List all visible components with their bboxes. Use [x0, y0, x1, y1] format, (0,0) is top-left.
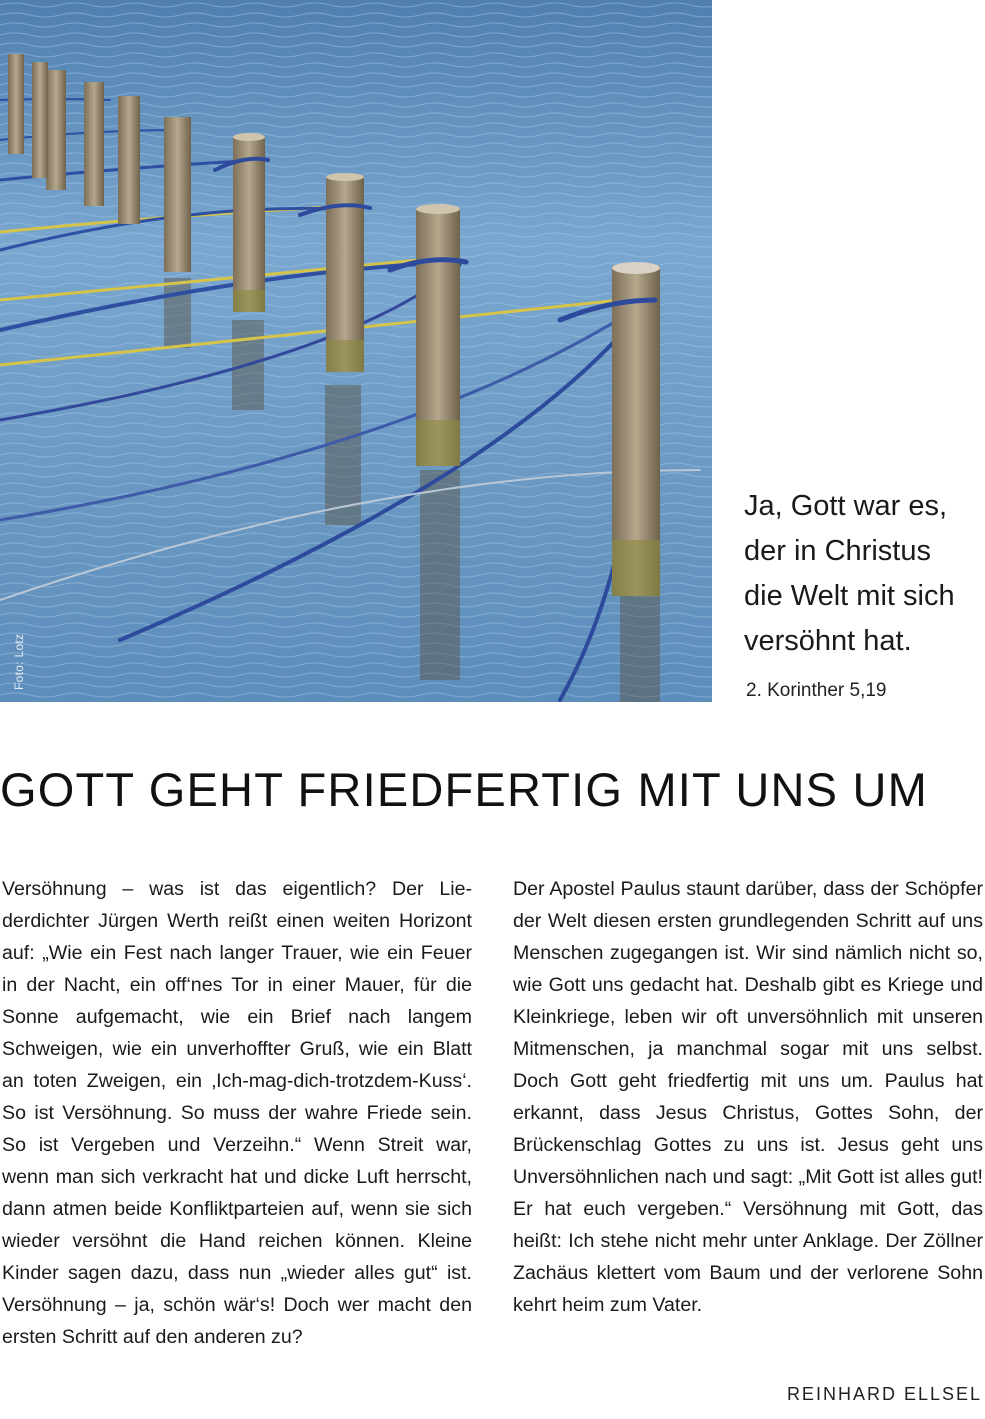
verse-reference: 2. Korinther 5,19 [746, 680, 887, 701]
photo-credit: Foto: Lotz [12, 633, 26, 690]
verse-line: versöhnt hat. [744, 625, 912, 657]
author-name: REINHARD ELLSEL [786, 1384, 982, 1404]
body-column-left: Versöhnung – was ist das eigentlich? Der Liederdichter Jürgen Werth reißt einen weiten Horizont auf: „Wie ein Fest nach langer Trauer, wie ein Feuer in der Nacht, ein off‘nes Tor in einer Mauer, für die Sonne aufgemacht, wie ein Brief nach langem Schweigen, wie ein unverhoffter Gruß, wie ein Blatt an toten Zweigen, ein ‚Ich-mag-dich-trotzdem-Kuss‘. So ist Versöhnung. So muss der wahre Friede sein. So ist Vergeben und Verzeihn.“ Wenn Streit war, wenn man sich verkracht hat und dicke Luft herrscht, dann atmen beide Konfliktparteien auf, wenn sie sich wieder versöhnt die Hand reichen können. Kleine Kinder sagen dazu, dass nun „wieder alles gut“ ist. Versöhnung – ja, schön wär‘s! Doch wer macht den ersten Schritt auf den anderen zu? [2, 878, 472, 1348]
verse-line: die Welt mit sich [744, 580, 955, 612]
photo-illustration [0, 0, 712, 702]
bible-verse [744, 484, 980, 664]
verse-line: Ja, Gott war es, [744, 490, 948, 522]
verse-line: der in Christus [744, 535, 931, 567]
harbor-posts-photo [0, 0, 712, 702]
article-headline: GOTT GEHT FRIEDFERTIG MIT UNS UM [0, 763, 928, 816]
body-column-right: Der Apostel Paulus staunt darüber, dass der Schöpfer der Welt diesen ersten grundlegenden Schritt auf uns Menschen zugegangen ist. Wir sind nämlich nicht so, wie Gott uns gedacht hat. Deshalb gibt es Kriege und Kleinkriege, leben wir oft unversöhnlich mit unseren Mitmenschen, ja manchmal sogar mit uns selbst. Doch Gott geht friedfertig mit uns um. Paulus hat erkannt, dass Jesus Christus, Gottes Sohn, der Brückenschlag Gottes zu uns ist. Jesus geht uns Unversöhnlichen nach und sagt: „Mit Gott ist alles gut! Er hat euch vergeben.“ Versöhnung mit Gott, das heißt: Ich stehe nicht mehr unter Anklage. Der Zöllner Zachäus klettert vom Baum und der verlorene Sohn kehrt heim zum Vater. [513, 878, 983, 1316]
